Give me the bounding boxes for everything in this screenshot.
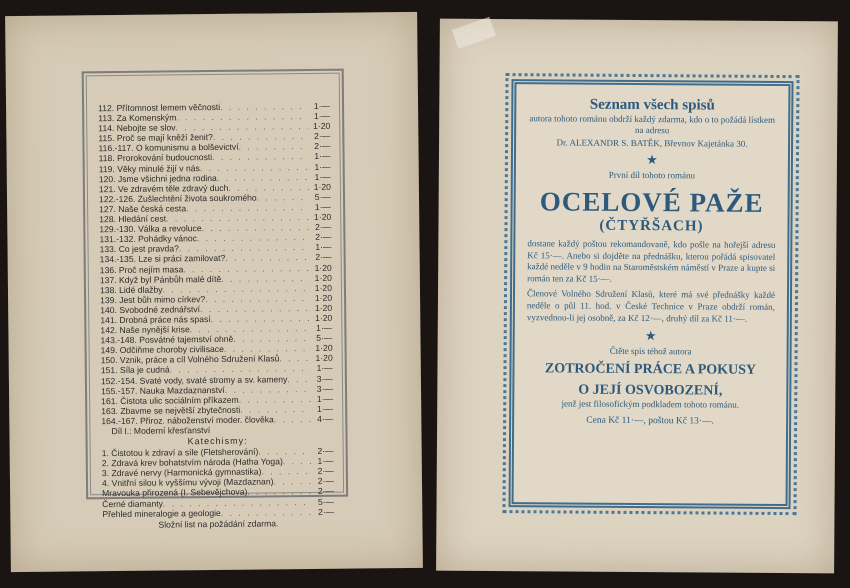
item-price: 3·— [316,383,334,394]
item-price: 1·— [314,201,332,212]
item-price: 1·20 [314,282,333,293]
item-price: 2·— [314,131,331,142]
item-price: 1·— [314,161,331,172]
item-title: Černé diamanty [102,498,163,509]
item-price: 1·20 [313,211,332,222]
leader-dots [261,466,312,477]
item-title: 142. Naše nynější krise [100,324,190,336]
item-price: 1·— [313,110,331,122]
item-price: 3·— [316,373,333,384]
basis-note: jenž jest filosofickým podkladem tohoto románu. [561,398,740,410]
order-paragraph: dostane každý poštou rekomandovaně, kdo pošle na hořejší adresu Kč 15·—. Anebo si dojděte na přednášku, kterou pořádá spisovatel každé neděle v 9 hodin na Staroměstském náměstí v Praze a kupte si román ten za Kč 15·—. [527,238,776,284]
author-address: Dr. ALEXANDR S. BATĚK, Břevnov Kajetánka 30. [556,137,748,149]
item-title: 133. Co jest pravda? [99,243,179,255]
item-title: 138. Lidé dlažby [99,284,163,295]
item-title: 143.-148. Posvátné tajemství ohně [100,333,234,346]
katechismy-list [102,446,335,519]
item-title: 151. Síla je cudná [100,364,170,376]
book-list-frame [82,69,348,530]
item-price: 2·— [315,231,332,243]
item-title: Díl I.: Moderní křesťanství [111,425,211,437]
item-title: 150. Vznik, práce a cíl Volného Sdružení Klasů [100,353,280,366]
item-price: 2·— [318,506,335,517]
item-title: 118. Prorokování budoucnosti [98,152,213,164]
price-line: Cena Kč 11·—, poštou Kč 13·—. [586,415,714,427]
item-title: 163. Zbavme se největší zbytečnosti [101,404,241,416]
tape-piece [452,17,496,49]
item-price: 4·— [317,413,334,424]
novel-subtitle: (ČTYŘŠACH) [599,217,704,235]
star-icon: ★ [644,328,657,344]
item-price: 5·— [317,496,335,507]
item-price: 2·— [317,445,334,457]
item-price: 2·— [315,252,332,263]
item-title: 122.-126. Zušlechtění života soukromého [98,192,257,205]
item-title: 141. Drobná práce nás spasí [100,314,211,326]
item-title: 129.-130. Válka a revoluce [99,223,202,235]
item-title: 127. Naše česká cesta [99,203,187,215]
item-price: 1·20 [313,120,331,132]
item-title: Přehled mineralogie a geologie [102,507,221,519]
item-price: 1·20 [313,181,331,192]
item-price: 1·20 [314,272,332,283]
leader-dots [221,507,313,518]
members-paragraph: Členové Volného Sdružení Klasů, které má své přednášky každé neděle o půl 11. hod. v České Technice v Praze obdrží román, vyzvednou-li jej osobně, za Kč 12·—, druhý díl za Kč 11·—. [526,288,776,324]
item-price: 2·— [315,221,332,233]
item-title: 164.-167. Přiroz. náboženství moder. člověka [101,414,274,427]
item-price: 2·— [314,141,331,152]
item-title: 136. Proč nejím masa [99,263,184,275]
leader-dots [287,374,311,384]
list-footer-note: Složní list na požádání zdarma. [158,518,279,530]
item-price: 1·— [315,242,332,253]
leader-dots [274,414,312,424]
advert-frame [509,79,794,509]
second-title-line2: O JEJÍ OSVOBOZENÍ, [578,382,723,399]
item-title: 152.-154. Svaté vody, svaté stromy a sv. kameny [100,373,288,386]
item-title: 116.-117. O komunismu a bolševictví [98,142,239,154]
item-price: 1·— [313,100,331,111]
item-title: 161. Čistota ulic sociálním příkazem [101,394,239,406]
item-price: 5·— [314,191,332,202]
item-title: 3. Zdravé nervy (Harmonická gymnastika) [101,466,262,479]
item-price: 1·20 [315,343,333,354]
item-title: 115. Proč se mají kněží ženit? [98,132,213,144]
item-price: 1·— [316,393,334,404]
right-book-cover [436,19,838,574]
item-price: 1·— [314,171,331,182]
item-title: 120. Jsme všichni jedna rodina [98,172,217,184]
item-price: 1·20 [314,262,332,273]
item-price: 1·— [317,455,334,467]
item-title: 149. Odčiňme choroby civilisace [100,344,224,356]
star-icon: ★ [646,152,658,168]
item-price: 1·— [316,403,334,414]
item-price: 1·20 [314,302,333,313]
item-title: 131.-132. Pohádky vánoc [99,233,197,245]
item-price: 1·20 [315,312,333,323]
item-title: 140. Svobodné zednářství [100,304,201,316]
item-title: 137. Když byl Pánbůh malé dítě [99,273,222,285]
item-title: 4. Vnitřní silou k vyššímu vývoji (Mazdaznan) [101,476,274,489]
read-also-label: Čtěte spis téhož autora [609,345,692,357]
leader-dots [283,456,312,466]
item-title: 128. Hledání cest [99,213,167,225]
leader-dots [273,476,312,486]
advert-intro: autora tohoto románu obdrží každý zdarma, kdo o to požádá lístkem na adresu [529,113,776,136]
left-book-cover [5,12,423,572]
item-price: 1·— [314,151,331,162]
item-price: 1·20 [314,292,333,303]
leader-dots [257,192,309,203]
item-title: Mravouka přirozená (I. Sebevějchova) [102,487,248,499]
item-title: 1. Čistotou k zdraví a síle (Fletsherování) [101,446,259,459]
leader-dots [279,353,310,363]
item-price: 1·20 [315,353,333,364]
item-title: 134.-135. Lze si práci zamilovat? [99,253,226,265]
book-list [98,101,333,437]
item-title: 112. Přítomnost lemem věčnosti [98,101,221,114]
novel-title: OCELOVÉ PAŽE [539,186,764,218]
item-title: 113. Za Komenským [98,112,177,124]
item-price: 2·— [317,486,335,497]
item-price: 1·— [316,363,333,374]
katechismy-heading: Katechismy: [187,435,248,447]
item-title: 114. Nebojte se slov [98,122,176,134]
advert-heading: Seznam všech spisů [589,96,715,114]
item-price: 5·— [316,332,333,344]
leader-dots [247,486,312,497]
item-title: 121. Ve zdravém těle zdravý duch [98,182,229,194]
item-price: 1·— [316,322,333,333]
leader-dots [258,446,311,457]
item-title: 2. Zdravá krev bohatstvím národa (Hatha Yoga) [101,456,283,469]
item-title: 139. Jest bůh mimo církev? [100,293,206,305]
item-price: 2·— [317,466,334,477]
second-title-line1: ZOTROČENÍ PRÁCE A POKUSY [544,361,757,378]
item-title: 155.-157. Nauka Mazdaznanství [100,384,225,396]
first-part-label: První díl tohoto románu [608,169,696,181]
item-title: 119. Věky minulé žijí v nás [98,162,200,174]
item-price: 2·— [317,476,335,487]
